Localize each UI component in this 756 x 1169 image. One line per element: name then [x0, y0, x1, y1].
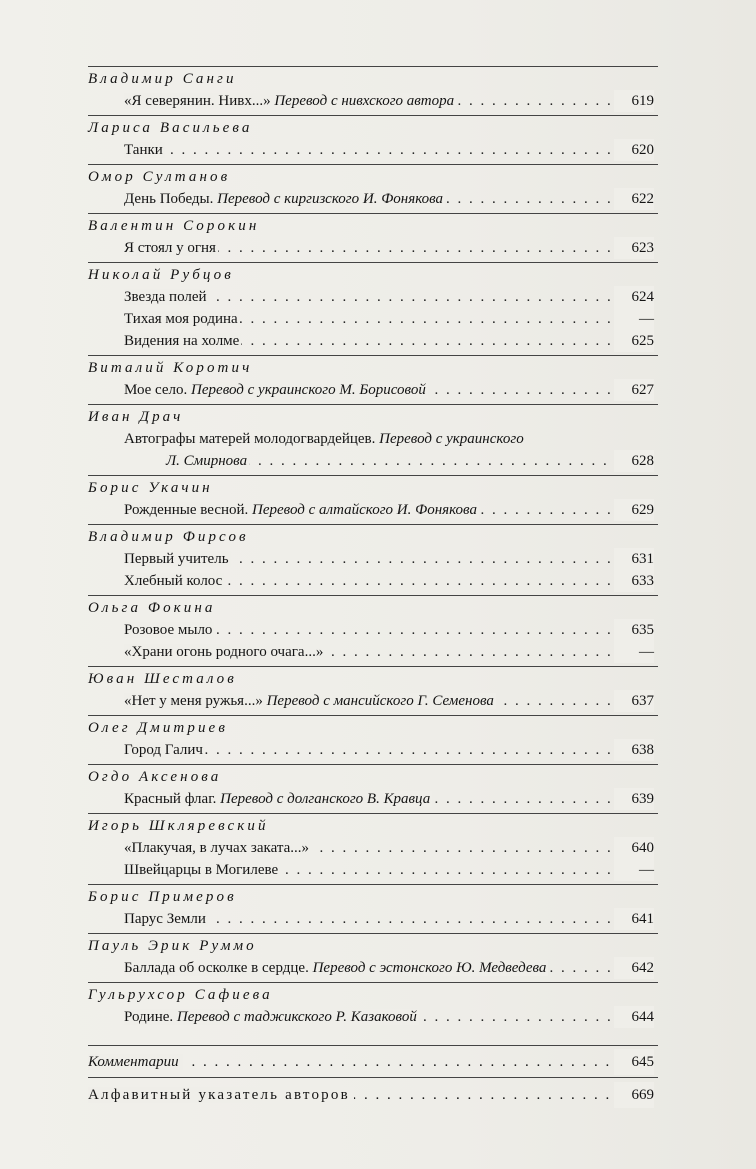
- author-section: [88, 118, 658, 164]
- divider: [88, 524, 658, 525]
- commentary-entry[interactable]: [88, 1049, 658, 1075]
- page-number: 629: [614, 499, 654, 521]
- toc-entry[interactable]: [88, 837, 658, 859]
- toc-entry[interactable]: [88, 739, 658, 761]
- toc-entry[interactable]: [88, 286, 658, 308]
- poem-title: «Я северянин. Нивх...»: [124, 93, 271, 109]
- page-number: 644: [614, 1006, 654, 1028]
- toc-entry[interactable]: [88, 379, 658, 401]
- page-number: 623: [614, 237, 654, 259]
- author-name: Олег Дмитриев: [88, 720, 228, 736]
- toc-entry[interactable]: [88, 237, 658, 259]
- commentary-label: Комментарии: [88, 1054, 183, 1070]
- page-number: 669: [614, 1082, 654, 1108]
- author-name: Николай Рубцов: [88, 267, 234, 283]
- translator-name: Л. Смирнова: [166, 453, 248, 469]
- translation-note: Перевод с нивхского автора: [274, 93, 455, 109]
- divider: [88, 404, 658, 405]
- poem-title: «Плакучая, в лучах заката...»: [124, 840, 309, 856]
- page-number: 637: [614, 690, 654, 712]
- poem-title: Я стоял у огня: [124, 240, 216, 256]
- author-section: [88, 767, 658, 813]
- translation-note: Перевод с киргизского И. Фонякова: [217, 191, 444, 207]
- author-name: Владимир Санги: [88, 71, 237, 87]
- poem-title: Рожденные весной.: [124, 502, 249, 518]
- poem-title: Видения на холме: [124, 333, 240, 349]
- table-of-contents: [88, 66, 658, 1108]
- poem-title: Красный флаг.: [124, 791, 217, 807]
- author-name: Владимир Фирсов: [88, 529, 249, 545]
- translation-note: Перевод с алтайского И. Фонякова: [252, 502, 477, 518]
- toc-entry[interactable]: [88, 690, 658, 712]
- toc-entry[interactable]: [88, 908, 658, 930]
- page-number: —: [614, 859, 654, 881]
- toc-entry[interactable]: [88, 548, 658, 570]
- toc-entry[interactable]: [88, 641, 658, 663]
- author-index-entry[interactable]: [88, 1082, 658, 1108]
- author-index-label: Алфавитный указатель авторов: [88, 1087, 354, 1103]
- author-section: [88, 985, 658, 1031]
- translation-note: Перевод с мансийского Г. Семенова: [266, 693, 494, 709]
- author-name: Ольга Фокина: [88, 600, 216, 616]
- page-number: 645: [614, 1049, 654, 1075]
- poem-title: «Нет у меня ружья...»: [124, 693, 263, 709]
- author-section: [88, 527, 658, 595]
- toc-entry[interactable]: [88, 499, 658, 521]
- divider: [88, 666, 658, 667]
- page-number: 640: [614, 837, 654, 859]
- author-section: [88, 887, 658, 933]
- divider: [88, 595, 658, 596]
- translation-note: Перевод с украинского: [379, 431, 524, 447]
- poem-title: Первый учитель: [124, 551, 229, 567]
- toc-entry[interactable]: [88, 428, 658, 450]
- toc-entry[interactable]: [88, 188, 658, 210]
- author-name: Виталий Коротич: [88, 360, 253, 376]
- toc-entry[interactable]: [88, 957, 658, 979]
- poem-title: Звезда полей: [124, 289, 207, 305]
- divider: [88, 355, 658, 356]
- author-name: Огдо Аксенова: [88, 769, 222, 785]
- author-section: [88, 407, 658, 475]
- toc-entry[interactable]: [88, 308, 658, 330]
- translation-note: Перевод с долганского В. Кравца: [220, 791, 431, 807]
- poem-title: Парус Земли: [124, 911, 206, 927]
- toc-entry[interactable]: [88, 90, 658, 112]
- divider: [88, 813, 658, 814]
- poem-title: Город Галич: [124, 742, 203, 758]
- divider: [88, 213, 658, 214]
- poem-title: Тихая моя родина: [124, 311, 238, 327]
- poem-title: Танки: [124, 142, 163, 158]
- poem-title: Хлебный колос: [124, 573, 223, 589]
- divider: [88, 66, 658, 67]
- author-section: [88, 669, 658, 715]
- divider: [88, 115, 658, 116]
- author-section: [88, 478, 658, 524]
- divider: [88, 933, 658, 934]
- author-name: Лариса Васильева: [88, 120, 253, 136]
- poem-title: День Победы.: [124, 191, 214, 207]
- author-name: Юван Шесталов: [88, 671, 237, 687]
- divider: [88, 262, 658, 263]
- poem-title: Родине.: [124, 1009, 174, 1025]
- translation-note: Перевод с украинского М. Борисовой: [191, 382, 426, 398]
- page-number: 635: [614, 619, 654, 641]
- toc-entry[interactable]: [88, 330, 658, 352]
- divider: [88, 1077, 658, 1078]
- author-section: [88, 167, 658, 213]
- author-section: [88, 216, 658, 262]
- page-number: —: [614, 641, 654, 663]
- author-section: [88, 936, 658, 982]
- page-number: 622: [614, 188, 654, 210]
- author-name: Гульрухсор Сафиева: [88, 987, 273, 1003]
- toc-entry[interactable]: [88, 139, 658, 161]
- poem-title: Розовое мыло: [124, 622, 213, 638]
- author-section: [88, 598, 658, 666]
- poem-title: Швейцарцы в Могилеве: [124, 862, 279, 878]
- divider: [88, 982, 658, 983]
- poem-title: Автографы матерей молодогвардейцев.: [124, 431, 376, 447]
- page-number: —: [614, 308, 654, 330]
- divider: [88, 475, 658, 476]
- author-name: Пауль Эрик Руммо: [88, 938, 257, 954]
- page-number: 619: [614, 90, 654, 112]
- author-name: Иван Драч: [88, 409, 184, 425]
- author-name: Валентин Сорокин: [88, 218, 260, 234]
- poem-title: «Храни огонь родного очага...»: [124, 644, 324, 660]
- translation-note: Перевод с эстонского Ю. Медведева: [312, 960, 547, 976]
- page-number: 639: [614, 788, 654, 810]
- toc-entry[interactable]: [88, 788, 658, 810]
- page-number: 625: [614, 330, 654, 352]
- poem-title: Мое село.: [124, 382, 188, 398]
- author-name: Борис Примеров: [88, 889, 237, 905]
- author-section: [88, 816, 658, 884]
- toc-entry[interactable]: [88, 619, 658, 641]
- divider: [88, 884, 658, 885]
- poem-title: Баллада об осколке в сердце.: [124, 960, 309, 976]
- page-number: 638: [614, 739, 654, 761]
- author-section: [88, 69, 658, 115]
- page-number: 628: [614, 450, 654, 472]
- author-name: Борис Укачин: [88, 480, 213, 496]
- page-number: 642: [614, 957, 654, 979]
- toc-entry[interactable]: [88, 1006, 658, 1028]
- author-name: Игорь Шкляревский: [88, 818, 269, 834]
- page-number: 620: [614, 139, 654, 161]
- page-number: 624: [614, 286, 654, 308]
- author-section: [88, 358, 658, 404]
- toc-entry[interactable]: [88, 859, 658, 881]
- translation-note: Перевод с таджикского Р. Казаковой: [176, 1009, 417, 1025]
- page-number: 631: [614, 548, 654, 570]
- author-name: Омор Султанов: [88, 169, 231, 185]
- author-section: [88, 265, 658, 355]
- toc-entry-continuation[interactable]: [88, 450, 658, 472]
- divider: [88, 764, 658, 765]
- page-number: 641: [614, 908, 654, 930]
- divider: [88, 164, 658, 165]
- page-number: 633: [614, 570, 654, 592]
- divider: [88, 715, 658, 716]
- divider: [88, 1045, 658, 1046]
- toc-entry[interactable]: [88, 570, 658, 592]
- author-section: [88, 718, 658, 764]
- page-number: 627: [614, 379, 654, 401]
- toc-groups: [88, 69, 658, 1031]
